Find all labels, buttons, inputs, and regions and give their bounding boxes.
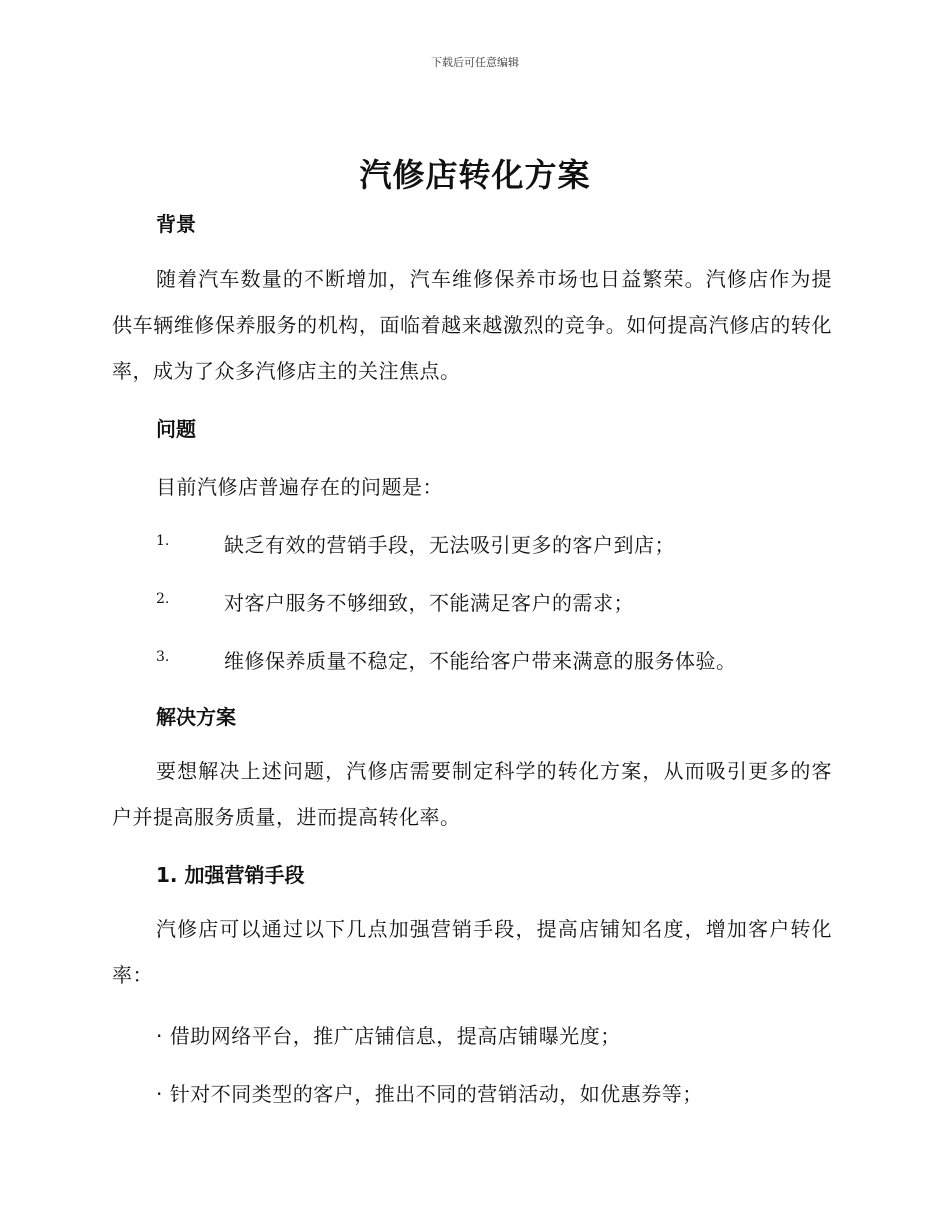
marketing-paragraph: 汽修店可以通过以下几点加强营销手段，提高店铺知名度，增加客户转化率： bbox=[112, 917, 832, 987]
bullet-item: · 借助网络平台，推广店铺信息，提高店铺曝光度； bbox=[156, 1024, 621, 1048]
document-title: 汽修店转化方案 bbox=[359, 156, 591, 194]
list-number: 3. bbox=[156, 649, 170, 665]
list-number: 1. bbox=[156, 533, 170, 549]
heading-background: 背景 bbox=[156, 212, 196, 236]
bullet-item: · 针对不同类型的客户，推出不同的营销活动，如优惠券等； bbox=[156, 1082, 703, 1106]
solution-paragraph: 要想解决上述问题，汽修店需要制定科学的转化方案，从而吸引更多的客户并提高服务质量，进而提高转化率。 bbox=[112, 759, 832, 829]
list-text: 对客户服务不够细致，不能满足客户的需求； bbox=[224, 591, 634, 615]
list-number: 2. bbox=[156, 591, 170, 607]
list-text: 维修保养质量不稳定，不能给客户带来满意的服务体验。 bbox=[224, 649, 737, 673]
page-header: 下载后可任意编辑 bbox=[431, 56, 519, 69]
problems-intro: 目前汽修店普遍存在的问题是： bbox=[156, 475, 443, 499]
list-text: 缺乏有效的营销手段，无法吸引更多的客户到店； bbox=[224, 533, 675, 557]
heading-problems: 问题 bbox=[156, 417, 196, 441]
heading-solution: 解决方案 bbox=[156, 705, 236, 729]
background-paragraph: 随着汽车数量的不断增加，汽车维修保养市场也日益繁荣。汽修店作为提供车辆维修保养服务的机构，面临着越来越激烈的竞争。如何提高汽修店的转化率，成为了众多汽修店主的关注焦点。 bbox=[112, 267, 832, 383]
heading-marketing: 1. 加强营销手段 bbox=[156, 863, 305, 887]
